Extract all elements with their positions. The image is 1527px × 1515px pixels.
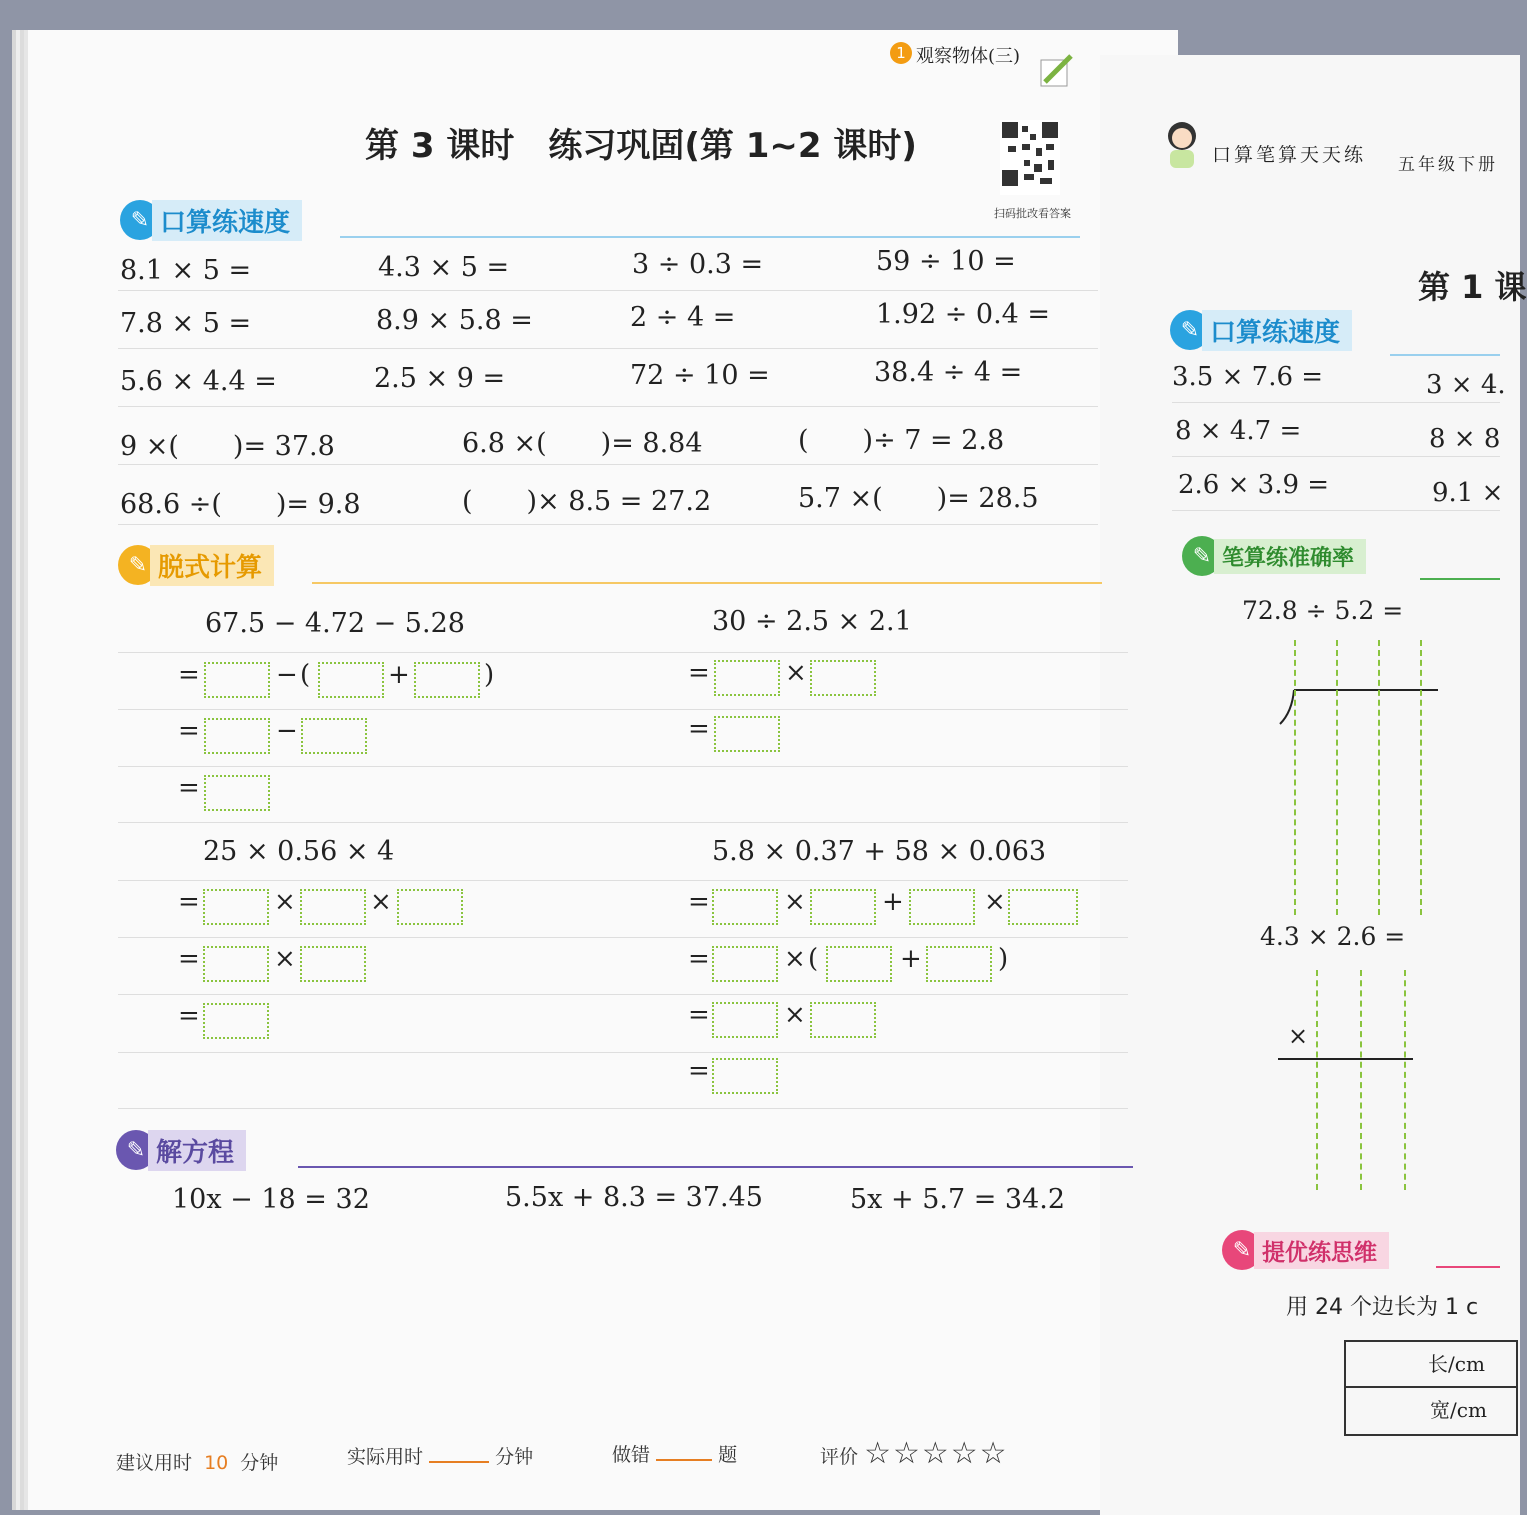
footer-wrong-count [612,1440,737,1467]
section-title-oral: 口算练速度 [152,200,302,241]
right-section-title-oral: 口算练速度 [1202,310,1352,351]
row-divider [118,766,1128,767]
grade-label: 五年级下册 [1398,155,1498,175]
grid-line [1316,970,1318,1190]
operator: × [784,887,806,917]
operator: × [784,944,806,974]
rating-label: 评价 [820,1446,859,1468]
chapter-badge: 1 [890,42,912,64]
operator: + [388,660,410,690]
row-divider [118,822,1128,823]
grid-line [1404,970,1406,1190]
row-divider [118,348,1098,349]
oral-problem: 8.1 × 5 = [120,255,252,286]
answer-box[interactable] [203,1003,269,1039]
operator: × [274,944,296,974]
oral-problem: 6.8 ×( )= 8.84 [462,428,703,459]
equals-sign: = [688,714,710,744]
answer-box[interactable] [712,889,778,925]
right-oral-problem: 8 × 4.7 = [1175,416,1302,446]
operator: + [882,887,904,917]
operator: × [784,1000,806,1030]
minutes-label-2: 分钟 [495,1446,534,1468]
actual-label: 实际用时 [347,1446,424,1468]
right-lesson-title: 第 1 课 [1418,268,1527,306]
equals-sign: = [688,887,710,917]
answer-box[interactable] [300,889,366,925]
oral-problem: 4.3 × 5 = [378,252,510,283]
row-divider [118,709,1128,710]
equals-sign: = [178,887,200,917]
equals-sign: = [178,1001,200,1031]
grid-line [1336,640,1338,915]
operator: ) [484,660,495,690]
oral-problem: 2 ÷ 4 = [630,302,736,333]
section-rule-equation [298,1166,1133,1168]
oral-problem: 5.7 ×( )= 28.5 [798,483,1039,514]
operator: + [900,944,922,974]
answer-box[interactable] [414,662,480,698]
right-section-header-oral [1170,310,1352,350]
oral-problem: 5.6 × 4.4 = [120,366,277,397]
answer-box[interactable] [204,718,270,754]
series-title: 口算笔算天天练 [1212,144,1367,166]
answer-box[interactable] [300,946,366,982]
answer-box[interactable] [397,889,463,925]
pencil-note-icon: ✎ [1170,310,1210,350]
grid-line [1360,970,1362,1190]
row-divider [1172,456,1500,457]
equation-2: 5.5x + 8.3 = 37.45 [505,1182,763,1213]
answer-box[interactable] [203,946,269,982]
stepwise-problem-1: 67.5 − 4.72 − 5.28 [205,608,465,639]
operator: × [984,887,1006,917]
oral-problem: 8.9 × 5.8 = [376,305,533,336]
row-divider [118,406,1098,407]
section-rule-stepwise [312,582,1102,584]
right-rule-written [1420,578,1500,580]
operator: ) [998,944,1009,974]
answer-box[interactable] [712,1002,778,1038]
right-written-2: 4.3 × 2.6 = [1260,922,1406,951]
answer-box[interactable] [204,775,270,811]
row-divider [1172,402,1500,403]
answer-box[interactable] [826,946,892,982]
footer-actual-time [347,1442,533,1469]
grid-line [1420,640,1422,915]
pencil-icon [1035,52,1075,92]
stepwise-problem-4: 5.8 × 0.37 + 58 × 0.063 [712,836,1047,867]
answer-box[interactable] [810,1002,876,1038]
footer-suggested-time [116,1448,278,1475]
answer-box[interactable] [714,660,780,696]
right-think-question: 用 24 个边长为 1 c [1286,1295,1479,1320]
stepwise-problem-2: 30 ÷ 2.5 × 2.1 [712,606,912,637]
row-divider [118,1108,1128,1109]
oral-problem: ( )÷ 7 = 2.8 [798,425,1005,456]
oral-problem: 2.5 × 9 = [374,363,506,394]
pencil-note-icon: ✎ [116,1130,156,1170]
grid-line [1378,640,1380,915]
row-divider [1172,510,1500,511]
right-section-header-written [1182,536,1366,576]
grid-line [1294,640,1296,915]
operator: ( [808,944,819,974]
equals-sign: = [178,773,200,803]
long-division-bracket [1278,688,1448,728]
operator: − [276,716,298,746]
pencil-note-icon: ✎ [120,200,160,240]
right-oral-problem: 3.5 × 7.6 = [1172,362,1324,392]
answer-box[interactable] [712,946,778,982]
operator: × [274,887,296,917]
answer-box[interactable] [926,946,992,982]
oral-problem: 68.6 ÷( )= 9.8 [120,489,361,520]
right-section-header-think [1222,1230,1389,1270]
equals-sign: = [178,716,200,746]
operator: × [785,658,807,688]
right-times-sign: × [1288,1022,1309,1050]
operator: − [276,660,298,690]
row-divider [118,464,1098,465]
answer-box[interactable] [204,662,270,698]
row-divider [118,880,1128,881]
qr-caption: 扫码批改看答案 [994,207,1071,220]
girl-mascot-icon [1160,118,1204,170]
oral-problem: 7.8 × 5 = [120,308,252,339]
row-divider [118,524,1098,525]
equals-sign: = [178,944,200,974]
wrong-blank[interactable] [656,1459,712,1461]
row-divider [118,290,1098,291]
footer-rating [820,1436,1009,1471]
right-rule-oral [1390,354,1500,356]
equation-3: 5x + 5.7 = 34.2 [850,1184,1066,1215]
actual-blank[interactable] [429,1461,489,1463]
section-header-equation [116,1130,246,1170]
answer-box[interactable] [318,662,384,698]
right-table [1344,1340,1518,1436]
row-divider [118,1052,1128,1053]
pencil-note-icon: ✎ [1182,536,1222,576]
right-oral-problem: 9.1 × [1432,478,1504,508]
answer-box[interactable] [810,660,876,696]
equals-sign: = [688,658,710,688]
suggest-minutes: 10 [204,1452,229,1474]
oral-problem: 3 ÷ 0.3 = [632,249,764,280]
chapter-title: 观察物体(三) [916,46,1021,67]
operator: × [370,887,392,917]
wrong-label: 做错 [612,1444,651,1466]
equals-sign: = [688,1056,710,1086]
minutes-label: 分钟 [240,1452,279,1474]
oral-problem: 1.92 ÷ 0.4 = [876,299,1051,330]
multiply-line [1278,1058,1413,1060]
section-header-stepwise [118,545,274,585]
equation-1: 10x − 18 = 32 [172,1184,370,1215]
table-row-width: 宽/cm [1430,1398,1487,1422]
section-title-equation: 解方程 [148,1130,246,1171]
lesson-title: 第 3 课时 练习巩固(第 1~2 课时) [365,126,917,166]
oral-problem: ( )× 8.5 = 27.2 [462,486,712,517]
operator: ( [300,660,311,690]
answer-box[interactable] [712,1058,778,1094]
right-written-1: 72.8 ÷ 5.2 = [1242,596,1404,625]
row-divider [118,937,1128,938]
answer-box[interactable] [714,716,780,752]
answer-box[interactable] [909,889,975,925]
pencil-note-icon: ✎ [118,545,158,585]
wrong-unit: 题 [718,1444,738,1466]
equals-sign: = [688,1000,710,1030]
oral-problem: 72 ÷ 10 = [630,360,770,391]
right-oral-problem: 3 × 4. [1426,370,1506,400]
section-title-stepwise: 脱式计算 [150,545,274,586]
section-header-oral [120,200,302,240]
rating-stars[interactable]: ☆☆☆☆☆ [864,1436,1009,1471]
right-rule-think [1436,1266,1500,1268]
oral-problem: 59 ÷ 10 = [876,246,1016,277]
answer-box[interactable] [301,718,367,754]
section-rule-oral [340,236,1080,238]
answer-box[interactable] [1008,889,1078,925]
suggest-label: 建议用时 [116,1452,193,1474]
answer-box[interactable] [810,889,876,925]
qr-code[interactable] [1000,120,1060,195]
right-section-title-think: 提优练思维 [1254,1232,1389,1269]
right-section-title-written: 笔算练准确率 [1214,539,1366,574]
oral-problem: 38.4 ÷ 4 = [874,357,1023,388]
table-row-length: 长/cm [1346,1342,1516,1388]
equals-sign: = [688,944,710,974]
right-oral-problem: 2.6 × 3.9 = [1178,470,1330,500]
oral-problem: 9 ×( )= 37.8 [120,431,335,462]
pencil-note-icon: ✎ [1222,1230,1262,1270]
equals-sign: = [178,660,200,690]
stepwise-problem-3: 25 × 0.56 × 4 [203,836,395,867]
right-oral-problem: 8 × 8 [1429,424,1501,454]
answer-box[interactable] [203,889,269,925]
row-divider [118,652,1128,653]
row-divider [118,994,1128,995]
